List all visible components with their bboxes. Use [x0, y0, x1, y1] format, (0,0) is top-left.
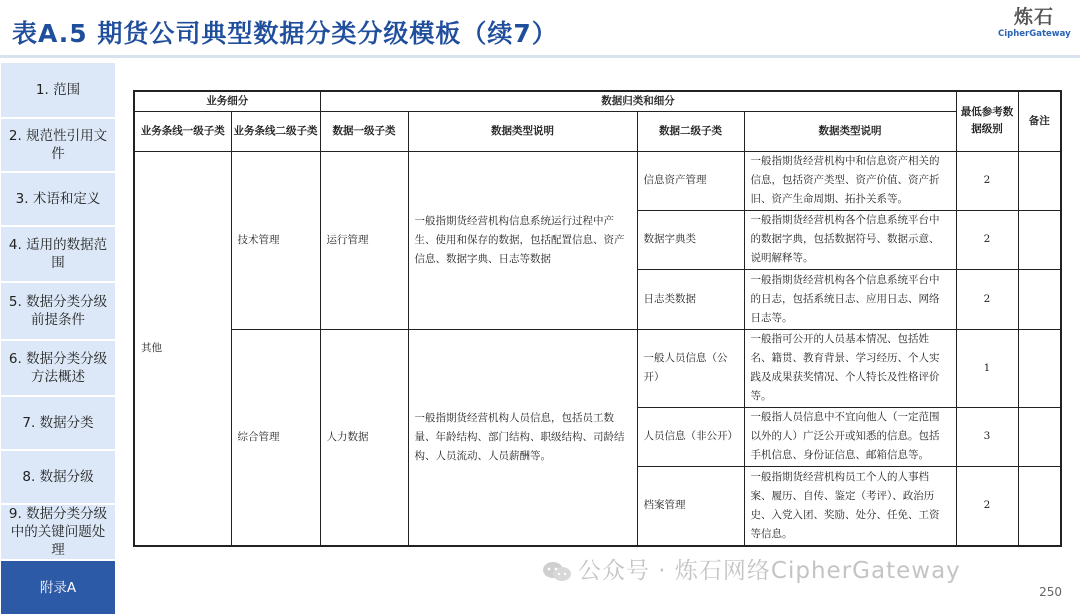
cell-note [1018, 210, 1061, 269]
table-header-row [134, 91, 1061, 111]
cell-data-l2-desc: 一般指人员信息中不宜向他人（一定范围以外的人）广泛公开或知悉的信息。包括手机信息、身份证信息、邮箱信息等。 [744, 407, 956, 466]
cell-note [1018, 466, 1061, 546]
cell-data-l2: 一般人员信息（公开） [637, 329, 744, 407]
wechat-icon [542, 561, 572, 583]
table-subheader-row [134, 111, 1061, 151]
cell-note [1018, 329, 1061, 407]
cell-data-l2: 数据字典类 [637, 210, 744, 269]
sidebar-item-data-grading[interactable] [1, 451, 115, 505]
cell-data-l2-desc: 一般指可公开的人员基本情况、包括姓名、籍贯、教育背景、学习经历、个人实践及成果获奖情况、个人特长及性格评价等。 [744, 329, 956, 407]
slide-title: 表A.5 期货公司典型数据分类分级模板（续7） [12, 19, 558, 48]
cell-note [1018, 269, 1061, 329]
page-number: 250 [1039, 585, 1062, 599]
cell-level: 2 [956, 210, 1018, 269]
header-biz-l2: 业务条线二级子类 [231, 111, 320, 151]
cell-note [1018, 407, 1061, 466]
cell-biz-l1: 其他 [134, 151, 231, 546]
sidebar-item-data-classification[interactable] [1, 397, 115, 451]
header-data-l1-desc: 数据类型说明 [408, 111, 637, 151]
cell-biz-l2: 综合管理 [231, 329, 320, 546]
header-min-level: 最低参考数据级别 [956, 91, 1018, 151]
cell-data-l1: 运行管理 [320, 151, 408, 329]
cell-data-l2-desc: 一般指期货经营机构各个信息系统平台中的数据字典，包括数据符号、数据示意、说明解释等。 [744, 210, 956, 269]
cell-note [1018, 151, 1061, 210]
cell-data-l1: 人力数据 [320, 329, 408, 546]
cell-data-l2: 人员信息（非公开） [637, 407, 744, 466]
sidebar-nav [1, 63, 115, 616]
logo-english-text: CipherGateway [998, 29, 1071, 39]
header-divider [0, 55, 1080, 58]
cell-data-l2-desc: 一般指期货经营机构员工个人的人事档案、履历、自传、鉴定（考评）、政治历史、入党入团、奖励、处分、任免、工资等信息。 [744, 466, 956, 546]
sidebar-item-label: 3. 术语和定义 [15, 191, 101, 207]
classification-table-container [133, 90, 1062, 547]
table-row [134, 329, 1061, 407]
header-note: 备注 [1018, 91, 1061, 151]
header-data-l2: 数据二级子类 [637, 111, 744, 151]
slide-header [0, 0, 1080, 56]
header-data-l2-desc: 数据类型说明 [744, 111, 956, 151]
sidebar-item-terms-definitions[interactable] [1, 173, 115, 227]
cell-data-l2: 日志类数据 [637, 269, 744, 329]
sidebar-item-label: 4. 适用的数据范围 [8, 237, 108, 271]
sidebar-item-label: 5. 数据分类分级前提条件 [8, 294, 108, 328]
sidebar-item-label: 6. 数据分类分级方法概述 [8, 351, 108, 385]
sidebar-item-label: 7. 数据分类 [22, 415, 94, 431]
classification-table [133, 90, 1062, 547]
brand-logo [998, 6, 1070, 40]
header-business-group: 业务细分 [134, 91, 320, 111]
sidebar-item-label: 1. 范围 [35, 82, 81, 98]
sidebar-item-data-scope[interactable] [1, 227, 115, 283]
sidebar-item-prerequisites[interactable] [1, 283, 115, 341]
cell-data-l1-desc: 一般指期货经营机构信息系统运行过程中产生、使用和保存的数据，包括配置信息、资产信息、数据字典、日志等数据 [408, 151, 637, 329]
cell-level: 3 [956, 407, 1018, 466]
wechat-watermark [542, 552, 961, 585]
sidebar-item-method-overview[interactable] [1, 341, 115, 397]
cell-biz-l2: 技术管理 [231, 151, 320, 329]
cell-level: 1 [956, 329, 1018, 407]
sidebar-item-scope[interactable] [1, 63, 115, 119]
header-biz-l1: 业务条线一级子类 [134, 111, 231, 151]
sidebar-item-label: 9. 数据分类分级中的关键问题处理 [8, 506, 108, 558]
cell-data-l2: 档案管理 [637, 466, 744, 546]
cell-data-l2: 信息资产管理 [637, 151, 744, 210]
cell-data-l2-desc: 一般指期货经营机构各个信息系统平台中的日志，包括系统日志、应用日志、网络日志等。 [744, 269, 956, 329]
sidebar-item-key-issues[interactable] [1, 505, 115, 561]
cell-data-l1-desc: 一般指期货经营机构人员信息，包括员工数量、年龄结构、部门结构、职级结构、司龄结构、人员流动、人员薪酬等。 [408, 329, 637, 546]
cell-level: 2 [956, 466, 1018, 546]
sidebar-item-label: 附录A [39, 579, 77, 596]
sidebar-item-label: 2. 规范性引用文件 [8, 128, 108, 162]
header-data-l1: 数据一级子类 [320, 111, 408, 151]
cell-level: 2 [956, 151, 1018, 210]
logo-chinese-text: 炼石 [1013, 6, 1054, 28]
sidebar-item-normative-references[interactable] [1, 119, 115, 173]
header-data-group: 数据归类和细分 [320, 91, 956, 111]
cell-level: 2 [956, 269, 1018, 329]
sidebar-item-label: 8. 数据分级 [22, 469, 94, 485]
cell-data-l2-desc: 一般指期货经营机构中和信息资产相关的信息，包括资产类型、资产价值、资产折旧、资产生命周期、拓扑关系等。 [744, 151, 956, 210]
watermark-text: 公众号 · 炼石网络CipherGateway [578, 558, 961, 584]
table-row [134, 151, 1061, 210]
